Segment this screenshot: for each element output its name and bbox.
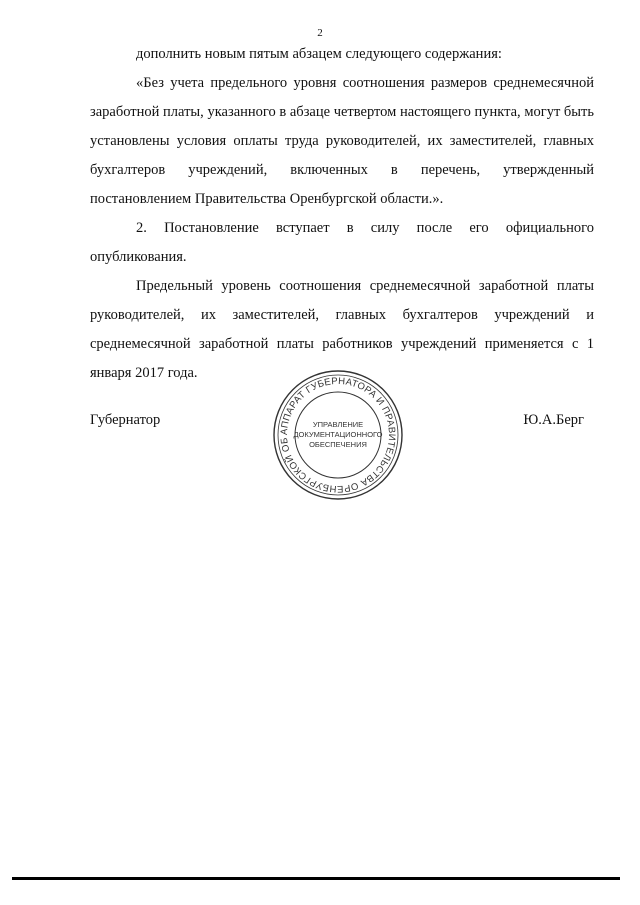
paragraph-limit: Предельный уровень соотношения среднемесячной заработной платы руководителей, их заместителей, главных бухгалтеров учреждений и среднемесячной заработной платы работников учреждений применяется с 1 января 2017 года.: [90, 278, 594, 381]
document-body: [90, 40, 594, 388]
stamp-ring-text: АППАРАТ ГУБЕРНАТОРА И ПРАВИТЕЛЬСТВА ОРЕНБУРГСКОЙ ОБ: [278, 375, 398, 495]
stamp-center-line-1: УПРАВЛЕНИЕ: [312, 420, 364, 429]
stamp-seal-icon: [270, 367, 406, 503]
paragraph-quote: «Без учета предельного уровня соотношения размеров среднемесячной заработной платы, указанного в абзаце четвертом настоящего пункта, могут быть установлены условия оплаты труда руководителей, их заместителей, главных бухгалтеров учреждений, включенных в перечень, утвержденный постановлением Правительства Оренбургской области.».: [90, 75, 594, 207]
bottom-divider: [12, 877, 620, 880]
paragraph-intro: дополнить новым пятым абзацем следующего содержания:: [136, 46, 502, 62]
official-stamp: [270, 367, 406, 503]
signer-position: Губернатор: [90, 412, 161, 428]
stamp-center-line-2: ДОКУМЕНТАЦИОННОГО: [293, 430, 383, 439]
page-number: 2: [317, 27, 323, 39]
stamp-center-line-3: ОБЕСПЕЧЕНИЯ: [309, 440, 367, 449]
signer-name: Ю.А.Берг: [523, 412, 584, 428]
paragraph-effective: 2. Постановление вступает в силу после его официального опубликования.: [90, 220, 594, 265]
